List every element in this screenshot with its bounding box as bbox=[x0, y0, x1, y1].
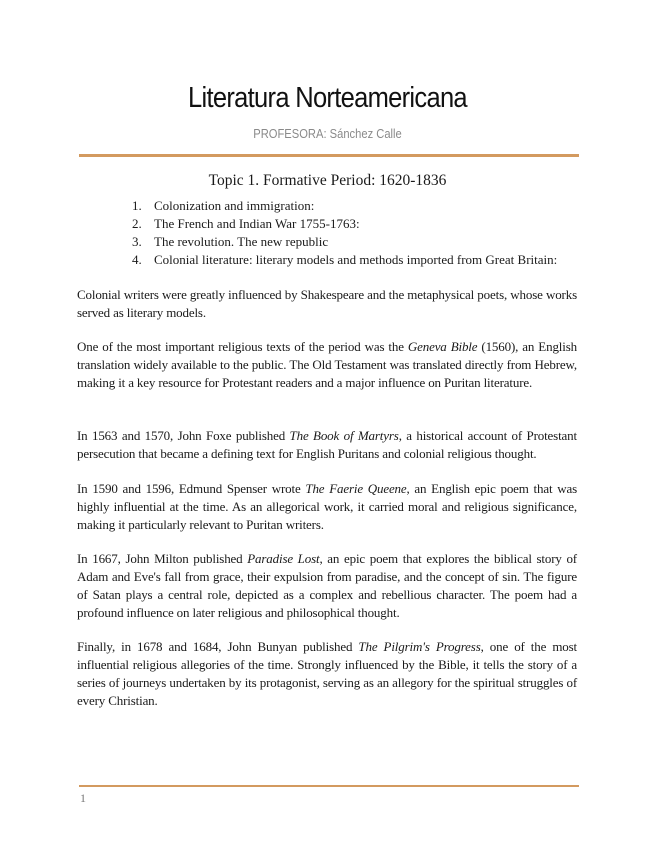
paragraph-text: , one of the most influential religious allegories of the time. Strongly influenced by the Bible, it tells the story of a series of journeys undertaken by its protagonist, serving as an allegory for the spiritual struggles of every Christian. bbox=[77, 639, 578, 708]
list-item-number: 2. bbox=[132, 216, 142, 231]
paragraph-text: , a historical account of Protestant persecution that became a defining text for English Puritans and colonial religious thought. bbox=[77, 428, 577, 461]
paragraph-book-of-martyrs bbox=[77, 427, 577, 463]
paragraph-text: (1560), an English translation widely available to the public. The Old Testament was translated directly from Hebrew, making it a key resource for Protestant readers and a major influence on Puritan literature. bbox=[77, 339, 577, 390]
paragraph-text: In 1667, John Milton published bbox=[77, 551, 248, 566]
list-item-number: 3. bbox=[132, 234, 142, 249]
paragraph-text: , an epic poem that explores the biblical story of Adam and Eve's fall from grace, their expulsion from paradise, and the concept of sin. The figure of Satan plays a central role, depicted as a complex and rebellious character. The poem had a profound influence on later religious and philosophical thought. bbox=[77, 551, 577, 620]
page-number: 1 bbox=[80, 791, 86, 805]
list-item-text: Colonization and immigration: bbox=[154, 198, 315, 213]
topic-list bbox=[132, 197, 557, 269]
list-item bbox=[132, 197, 557, 215]
list-item-number: 4. bbox=[132, 252, 142, 267]
paragraph-influences bbox=[77, 286, 577, 322]
book-title-italic: Paradise Lost bbox=[247, 551, 320, 566]
list-item bbox=[132, 215, 557, 233]
footer-divider bbox=[79, 785, 579, 787]
list-item bbox=[132, 251, 557, 269]
list-item-text: Colonial literature: literary models and methods imported from Great Britain: bbox=[154, 252, 558, 267]
list-item bbox=[132, 233, 557, 251]
list-item-number: 1. bbox=[132, 198, 142, 213]
header-divider bbox=[79, 154, 579, 157]
paragraph-text: Finally, in 1678 and 1684, John Bunyan published bbox=[77, 639, 359, 654]
paragraph-text: Colonial writers were greatly influenced by Shakespeare and the metaphysical poets, whose works served as literary models. bbox=[77, 287, 577, 320]
professor-subtitle: PROFESORA: Sánchez Calle bbox=[253, 126, 402, 141]
paragraph-text: One of the most important religious texts of the period was the bbox=[77, 339, 408, 354]
paragraph-faerie-queene bbox=[77, 480, 577, 534]
paragraph-pilgrims-progress bbox=[77, 638, 577, 710]
list-item-text: The French and Indian War 1755-1763: bbox=[154, 216, 360, 231]
book-title-italic: Geneva Bible bbox=[407, 339, 478, 354]
book-title-italic: The Pilgrim's Progress bbox=[358, 639, 481, 654]
book-title-italic: The Book of Martyrs bbox=[289, 428, 399, 443]
paragraph-text: , an English epic poem that was highly influential at the time. As an allegorical work, it carried moral and religious significance, making it particularly relevant to Puritan writers. bbox=[77, 481, 577, 532]
paragraph-paradise-lost bbox=[77, 550, 577, 622]
book-title-italic: The Faerie Queene bbox=[305, 481, 407, 496]
paragraph-text: In 1563 and 1570, John Foxe published bbox=[77, 428, 290, 443]
paragraph-text: In 1590 and 1596, Edmund Spenser wrote bbox=[77, 481, 306, 496]
document-title: Literatura Norteamericana bbox=[188, 82, 467, 114]
topic-heading: Topic 1. Formative Period: 1620-1836 bbox=[208, 172, 447, 189]
paragraph-geneva-bible bbox=[77, 338, 577, 392]
list-item-text: The revolution. The new republic bbox=[154, 234, 329, 249]
